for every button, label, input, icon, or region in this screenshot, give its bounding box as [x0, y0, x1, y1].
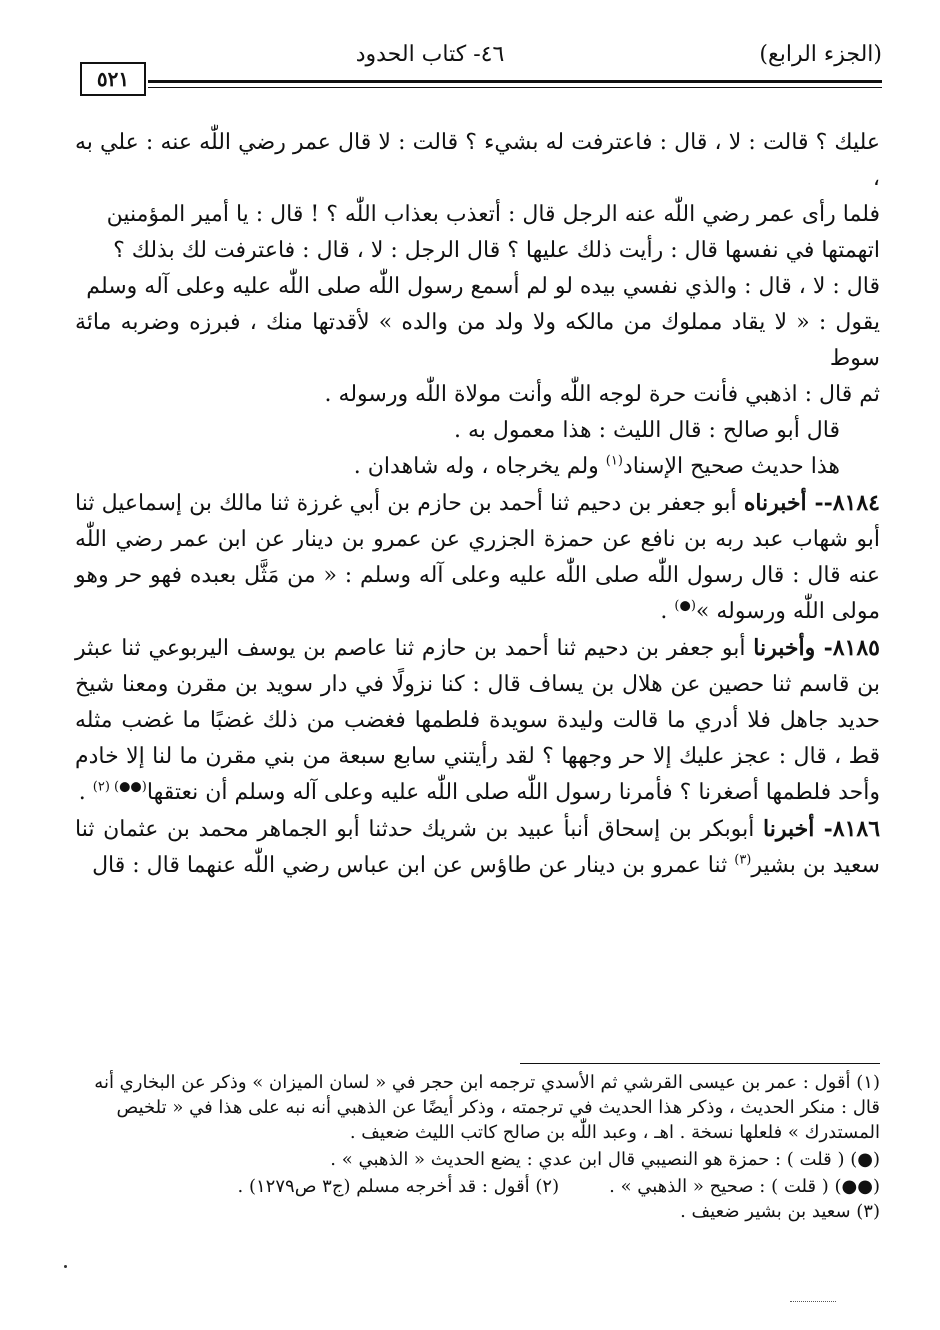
footnote-dot-1: (●) ( قلت ) : حمزة هو النصيبي قال ابن عدي : يضع الحديث « الذهبي » .	[330, 1149, 880, 1170]
text-line: قال : لا ، قال : والذي نفسي بيده لو لم أسمع رسول اللّٰه صلى اللّٰه عليه وعلى آله وسلم	[86, 274, 880, 299]
text-line: اتهمتها في نفسها قال : رأيت ذلك عليها ؟ قال الرجل : لا ، قال : فاعترفت لك بذلك ؟	[113, 238, 880, 263]
hadith-number: ٨١٨٥-	[823, 635, 880, 661]
footnote-row	[72, 1174, 880, 1199]
main-text	[75, 125, 880, 884]
hadith-8186	[75, 811, 880, 884]
hadith-number: ٨١٨٦-	[823, 816, 881, 842]
hadith-8185	[75, 630, 880, 811]
footnote-3: (٣) سعيد بن بشير ضعيف .	[680, 1201, 880, 1222]
hadith-keyword: - أخبرناه	[743, 490, 824, 516]
hadith-text: أبوبكر بن إسحاق أنبأ عبيد بن شريك حدثنا أبو الجماهر محمد بن عثمان ثنا سعيد بن بشير	[75, 817, 880, 878]
page-speck	[64, 1265, 67, 1268]
hadith-end: .	[660, 599, 675, 624]
grading-text-end: ولم يخرجاه ، وله شاهدان .	[353, 454, 606, 479]
footnotes	[72, 1070, 880, 1226]
text-line: يقول : « لا يقاد مملوك من مالكه ولا ولد من والده » لأقدتها منك ، فبرزه وضربه مائة سوط	[75, 310, 880, 371]
hadith-keyword: أخبرنا	[763, 816, 824, 842]
hadith-text: أبو جعفر بن دحيم ثنا أحمد بن حازم ثنا عاصم بن يوسف اليربوعي ثنا عبثر بن قاسم ثنا حصين عن هلال بن يساف قال : كنا نزولًا في دار سويد بن مقرن ومعنا شيخ حديد جاهل فلا أدري ما قالت وليدة سويدة فلطمها فغضب من ذلك غضبًا ما غضب مثله قط ، قال : عجز عليك إلا حر وجهها ؟ لقد رأيتني سابع سبعة من بني مقرن ما لنا إلا خادم وأحد فلطمها أصغرنا ؟ فأمرنا رسول اللّٰه صلى اللّٰه عليه وعلى آله وسلم أن نعتقها	[75, 636, 880, 805]
hadith-keyword: وأخبرنا	[753, 635, 824, 661]
hadith-end: .	[78, 780, 93, 805]
grading-text: هذا حديث صحيح الإسناد	[622, 454, 840, 479]
volume-title: (الجزء الرابع)	[759, 42, 882, 67]
footnote-ref[interactable]: (●)	[674, 598, 696, 614]
hadith-number: ٨١٨٤-	[823, 490, 880, 516]
text-line: عليك ؟ قالت : لا ، قال : فاعترفت له بشيء ؟ قالت : لا قال عمر رضي اللّٰه عنه : علي به ،	[75, 130, 880, 191]
page-header	[70, 40, 882, 100]
footnote-ref[interactable]: (٣)	[734, 852, 752, 868]
page-number: ٥٢١	[80, 62, 146, 96]
header-rule-thin	[148, 87, 882, 88]
hadith-8184	[75, 485, 880, 630]
footnote-dot-2: (●●) ( قلت ) : صحيح « الذهبي » .	[609, 1176, 880, 1197]
hadith-text: أبو جعفر بن دحيم ثنا أحمد بن حازم بن أبي غرزة ثنا مالك بن إسماعيل ثنا أبو شهاب عبد ربه بن نافع عن حمزة الجزري عن عمرو بن دينار عن ابن عمر رضي اللّٰه عنه قال : قال رسول اللّٰه صلى اللّٰه عليه وعلى آله وسلم : « من مَثَّل بعبده فهو حر وهو مولى اللّٰه ورسوله »	[75, 491, 880, 624]
bottom-dotted-mark	[790, 1301, 836, 1302]
footnote-2: (٢) أقول : قد أخرجه مسلم (ج٣ ص١٢٧٩) .	[237, 1176, 560, 1197]
footnote-ref[interactable]: (١)	[605, 453, 623, 469]
footnote-ref[interactable]: (●●) (٢)	[92, 779, 147, 795]
footnote-separator	[520, 1063, 880, 1064]
grading-line	[75, 449, 880, 485]
text-line: فلما رأى عمر رضي اللّٰه عنه الرجل قال : أتعذب بعذاب اللّٰه ؟ ! قال : يا أمير المؤمنين	[106, 202, 880, 227]
text-line: ثم قال : اذهبي فأنت حرة لوجه اللّٰه وأنت مولاة اللّٰه ورسوله .	[324, 382, 880, 407]
hadith-text-2: ثنا عمرو بن دينار عن طاؤس عن ابن عباس رضي اللّٰه عنهما قال : قال	[92, 853, 735, 878]
chapter-title: ٤٦- كتاب الحدود	[355, 42, 505, 67]
footnote-1: (١) أقول : عمر بن عيسى القرشي ثم الأسدي ترجمه ابن حجر في « لسان الميزان » وذكر عن البخاري أنه قال : منكر الحديث ، وذكر هذا الحديث في ترجمته ، وذكر أيضًا عن الذهبي أنه نبه على هذا في « تلخيص المستدرك » فلعلها نسخة . اهـ ، وعبد اللّٰه بن صالح كاتب الليث ضعيف .	[94, 1072, 880, 1143]
header-rule-thick	[148, 80, 882, 83]
abu-salih-line: قال أبو صالح : قال الليث : هذا معمول به .	[453, 418, 840, 443]
